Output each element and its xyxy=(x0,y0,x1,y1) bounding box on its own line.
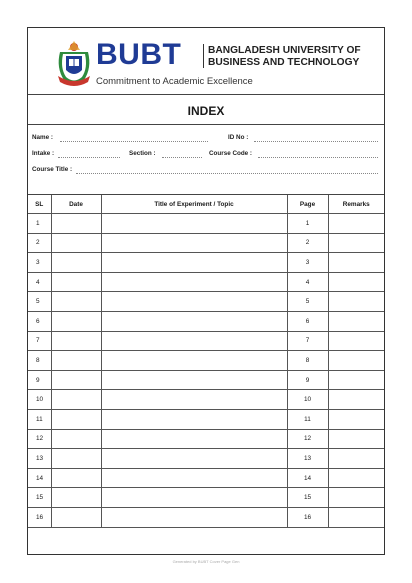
row-page: 5 xyxy=(287,292,328,312)
row-page: 11 xyxy=(287,409,328,429)
row-remarks-cell[interactable] xyxy=(328,311,384,331)
row-sl: 9 xyxy=(28,370,51,390)
row-remarks-cell[interactable] xyxy=(328,468,384,488)
table-body xyxy=(28,214,384,528)
table-row xyxy=(28,429,384,449)
brand-wordmark: BUBT xyxy=(96,38,182,71)
course-code-label: Course Code : xyxy=(209,150,253,157)
row-remarks-cell[interactable] xyxy=(328,429,384,449)
row-remarks-cell[interactable] xyxy=(328,253,384,273)
row-remarks-cell[interactable] xyxy=(328,272,384,292)
footer-note: Generated by BUBT Cover Page Gen xyxy=(172,559,240,564)
university-name-line1: BANGLADESH UNIVERSITY OF xyxy=(208,45,361,56)
table-row xyxy=(28,214,384,234)
row-sl: 4 xyxy=(28,272,51,292)
row-remarks-cell[interactable] xyxy=(328,507,384,527)
intake-label: Intake : xyxy=(32,150,55,157)
row-title-cell[interactable] xyxy=(101,214,287,234)
id-no-label: ID No : xyxy=(228,134,249,141)
header-divider xyxy=(203,44,204,68)
table-row xyxy=(28,233,384,253)
title-rule xyxy=(28,124,384,125)
header-sl: SL xyxy=(28,195,51,214)
row-sl: 14 xyxy=(28,468,51,488)
table-row xyxy=(28,488,384,508)
row-title-cell[interactable] xyxy=(101,233,287,253)
row-title-cell[interactable] xyxy=(101,468,287,488)
row-date-cell[interactable] xyxy=(51,272,101,292)
row-date-cell[interactable] xyxy=(51,253,101,273)
header-rule xyxy=(28,94,384,95)
row-page: 7 xyxy=(287,331,328,351)
row-page: 12 xyxy=(287,429,328,449)
table-row xyxy=(28,272,384,292)
table-row xyxy=(28,449,384,469)
university-logo-icon xyxy=(54,38,94,88)
row-sl: 16 xyxy=(28,507,51,527)
row-page: 15 xyxy=(287,488,328,508)
university-name-line2: BUSINESS AND TECHNOLOGY xyxy=(208,57,360,68)
row-remarks-cell[interactable] xyxy=(328,390,384,410)
row-sl: 11 xyxy=(28,409,51,429)
row-date-cell[interactable] xyxy=(51,233,101,253)
row-sl: 5 xyxy=(28,292,51,312)
row-page: 16 xyxy=(287,507,328,527)
table-row xyxy=(28,351,384,371)
table-row xyxy=(28,370,384,390)
row-title-cell[interactable] xyxy=(101,331,287,351)
row-sl: 1 xyxy=(28,214,51,234)
row-date-cell[interactable] xyxy=(51,370,101,390)
row-title-cell[interactable] xyxy=(101,292,287,312)
row-date-cell[interactable] xyxy=(51,311,101,331)
row-remarks-cell[interactable] xyxy=(328,488,384,508)
row-sl: 8 xyxy=(28,351,51,371)
row-title-cell[interactable] xyxy=(101,390,287,410)
index-table xyxy=(28,195,384,528)
row-page: 10 xyxy=(287,390,328,410)
name-label: Name : xyxy=(32,134,53,141)
page-title: INDEX xyxy=(187,104,225,118)
row-title-cell[interactable] xyxy=(101,488,287,508)
row-page: 14 xyxy=(287,468,328,488)
row-sl: 3 xyxy=(28,253,51,273)
tagline: Commitment to Academic Excellence xyxy=(96,76,253,87)
table-row xyxy=(28,331,384,351)
row-title-cell[interactable] xyxy=(101,507,287,527)
row-date-cell[interactable] xyxy=(51,351,101,371)
row-page: 4 xyxy=(287,272,328,292)
row-date-cell[interactable] xyxy=(51,429,101,449)
table-row xyxy=(28,311,384,331)
row-remarks-cell[interactable] xyxy=(328,409,384,429)
row-title-cell[interactable] xyxy=(101,370,287,390)
row-sl: 12 xyxy=(28,429,51,449)
row-title-cell[interactable] xyxy=(101,449,287,469)
row-title-cell[interactable] xyxy=(101,409,287,429)
row-page: 6 xyxy=(287,311,328,331)
table-header-row xyxy=(28,195,384,214)
row-sl: 7 xyxy=(28,331,51,351)
row-title-cell[interactable] xyxy=(101,311,287,331)
table-row xyxy=(28,390,384,410)
row-date-cell[interactable] xyxy=(51,507,101,527)
row-page: 9 xyxy=(287,370,328,390)
row-title-cell[interactable] xyxy=(101,351,287,371)
header-remarks: Remarks xyxy=(328,195,384,214)
row-sl: 15 xyxy=(28,488,51,508)
row-date-cell[interactable] xyxy=(51,488,101,508)
row-date-cell[interactable] xyxy=(51,390,101,410)
course-title-field[interactable] xyxy=(76,173,378,174)
row-date-cell[interactable] xyxy=(51,214,101,234)
header-title: Title of Experiment / Topic xyxy=(101,195,287,214)
row-page: 13 xyxy=(287,449,328,469)
row-date-cell[interactable] xyxy=(51,449,101,469)
row-page: 1 xyxy=(287,214,328,234)
row-remarks-cell[interactable] xyxy=(328,233,384,253)
row-page: 2 xyxy=(287,233,328,253)
university-name xyxy=(208,45,361,69)
name-field[interactable] xyxy=(60,141,208,142)
row-date-cell[interactable] xyxy=(51,409,101,429)
course-code-field[interactable] xyxy=(258,157,378,158)
row-title-cell[interactable] xyxy=(101,253,287,273)
table-row xyxy=(28,507,384,527)
row-remarks-cell[interactable] xyxy=(328,370,384,390)
intake-field[interactable] xyxy=(58,157,120,158)
section-label: Section : xyxy=(129,150,156,157)
row-page: 8 xyxy=(287,351,328,371)
row-remarks-cell[interactable] xyxy=(328,449,384,469)
row-page: 3 xyxy=(287,253,328,273)
row-title-cell[interactable] xyxy=(101,272,287,292)
row-remarks-cell[interactable] xyxy=(328,292,384,312)
index-sheet xyxy=(27,27,385,555)
row-date-cell[interactable] xyxy=(51,468,101,488)
row-date-cell[interactable] xyxy=(51,331,101,351)
university-header xyxy=(28,28,384,94)
row-sl: 10 xyxy=(28,390,51,410)
row-sl: 13 xyxy=(28,449,51,469)
table-row xyxy=(28,468,384,488)
row-title-cell[interactable] xyxy=(101,429,287,449)
row-remarks-cell[interactable] xyxy=(328,331,384,351)
course-title-label: Course Title : xyxy=(32,166,73,173)
header-date: Date xyxy=(51,195,101,214)
id-no-field[interactable] xyxy=(254,141,378,142)
row-date-cell[interactable] xyxy=(51,292,101,312)
row-remarks-cell[interactable] xyxy=(328,214,384,234)
header-page: Page xyxy=(287,195,328,214)
table-row xyxy=(28,253,384,273)
table-row xyxy=(28,292,384,312)
row-sl: 6 xyxy=(28,311,51,331)
section-field[interactable] xyxy=(162,157,202,158)
table-row xyxy=(28,409,384,429)
row-remarks-cell[interactable] xyxy=(328,351,384,371)
row-sl: 2 xyxy=(28,233,51,253)
